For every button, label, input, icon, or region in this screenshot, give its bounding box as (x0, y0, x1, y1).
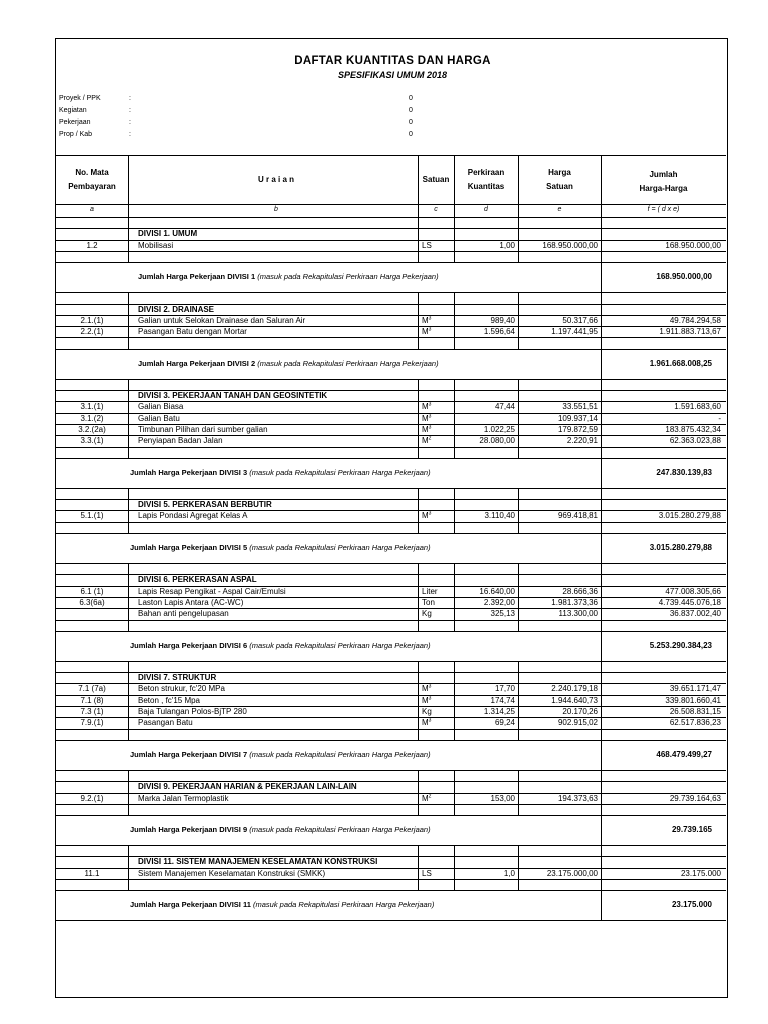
item-uraian: Mobilisasi (138, 240, 174, 250)
item-kuantitas: 153,00 (490, 793, 515, 803)
item-harga: 28.666,36 (562, 586, 598, 596)
unit-exponent: 3 (428, 695, 432, 702)
item-kuantitas: 2.392,00 (483, 597, 515, 607)
division-total-label (130, 468, 431, 477)
item-uraian: Lapis Resap Pengikat - Aspal Cair/Emulsi (138, 586, 286, 596)
table-column-rule (601, 488, 602, 533)
division-total-text: Jumlah Harga Pekerjaan DIVISI 2 (138, 358, 258, 368)
column-code-harga: e (557, 206, 562, 213)
table-column-rule (128, 379, 129, 458)
column-code-satuan: c (434, 206, 438, 213)
table-rule (56, 729, 726, 730)
item-uraian: Bahan anti pengelupasan (138, 609, 229, 619)
table-column-rule (601, 815, 602, 845)
unit-exponent: 3 (428, 326, 432, 333)
item-jumlah: 339.801.660,41 (665, 695, 721, 705)
table-column-rule (454, 379, 455, 458)
item-no: 3.1.(1) (80, 402, 104, 412)
item-kuantitas: 1,0 (503, 868, 515, 878)
division-title: DIVISI 2. DRAINASE (138, 304, 215, 314)
table-column-rule (418, 292, 419, 349)
item-jumlah: 183.875.432,34 (665, 424, 721, 434)
division-total-text: Jumlah Harga Pekerjaan DIVISI 1 (138, 272, 258, 282)
division-total-value: 468.479.499,27 (656, 749, 712, 759)
item-satuan: $M^3$ (422, 424, 432, 434)
item-no: 7.9.(1) (80, 718, 104, 728)
division-total-label (138, 272, 439, 281)
item-no: 7.3 (1) (80, 707, 104, 716)
item-jumlah: 23.175.000 (680, 868, 721, 878)
item-jumlah: 1.911.883.713,67 (659, 327, 721, 337)
item-satuan: $M^3$ (422, 695, 432, 705)
table-rule (56, 631, 726, 632)
item-jumlah: 26.508.831,15 (669, 707, 721, 716)
item-uraian: Beton , fc'15 Mpa (138, 695, 201, 705)
item-jumlah: 4.739.445.076,18 (658, 597, 721, 607)
item-no: 7.1 (7a) (78, 684, 106, 694)
column-header-harga: Satuan (546, 182, 573, 191)
item-uraian: Marka Jalan Termoplastik (138, 793, 229, 803)
table-rule (56, 879, 726, 880)
division-title: DIVISI 7. STRUKTUR (138, 673, 217, 683)
column-header-harga: Harga (548, 168, 571, 177)
table-rule (56, 890, 726, 891)
column-header-no: No. Mata (75, 168, 109, 177)
division-total-value: 3.015.280.279,88 (649, 543, 712, 552)
table-rule (56, 379, 726, 380)
item-harga: 969.418,81 (557, 511, 598, 521)
item-jumlah: 1.591.683,60 (674, 402, 721, 412)
table-rule (56, 845, 726, 846)
meta-label: Prop / Kab (59, 131, 93, 138)
division-total-text: Jumlah Harga Pekerjaan DIVISI 7 (130, 749, 250, 759)
table-column-rule (601, 379, 602, 458)
meta-value: 0 (409, 95, 413, 102)
division-total-note: (masuk pada Rekapitulasi Perkiraan Harga Pekerjaan) (257, 272, 439, 282)
item-kuantitas: 17,70 (494, 684, 515, 694)
column-header-kuantitas: Perkiraan (467, 168, 505, 177)
item-harga: 2.240.179,18 (551, 684, 598, 694)
table-column-rule (454, 217, 455, 262)
item-kuantitas: 174,74 (490, 695, 515, 705)
item-harga: 168.950.000,00 (542, 240, 598, 250)
table-column-rule (601, 631, 602, 661)
table-rule (56, 770, 726, 771)
item-satuan: $M^3$ (422, 717, 432, 728)
division-total-value: 1.961.668.008,25 (649, 358, 712, 368)
column-header-satuan: Satuan (422, 175, 450, 184)
division-total-text: Jumlah Harga Pekerjaan DIVISI 9 (130, 825, 250, 835)
table-column-rule (418, 488, 419, 533)
item-jumlah: 29.739.164,63 (669, 793, 721, 803)
item-uraian: Baja Tulangan Polos-BjTP 280 (138, 707, 247, 716)
division-total-text: Jumlah Harga Pekerjaan DIVISI 11 (130, 900, 253, 910)
table-column-rule (128, 488, 129, 533)
column-code-kuantitas: d (484, 206, 488, 213)
table-column-rule (418, 563, 419, 631)
division-total-label (138, 359, 439, 368)
table-rule (56, 349, 726, 350)
table-column-rule (601, 262, 602, 292)
table-column-rule (601, 770, 602, 815)
unit-exponent: 3 (428, 315, 432, 322)
table-column-rule (454, 563, 455, 631)
table-column-rule (128, 845, 129, 890)
item-jumlah: 62.363.023,88 (669, 436, 721, 446)
item-harga: 179.872,59 (557, 424, 598, 434)
item-harga: 50.317,66 (562, 315, 598, 325)
item-satuan: Ton (422, 597, 435, 607)
item-kuantitas: 1.314,25 (483, 707, 515, 716)
item-harga: 20.170,26 (562, 707, 598, 716)
unit-exponent: 3 (428, 401, 432, 408)
table-rule (56, 251, 726, 252)
item-no: 9.2.(1) (80, 793, 104, 803)
item-kuantitas: 16.640,00 (479, 586, 515, 596)
table-rule (56, 458, 726, 459)
item-jumlah: 3.015.280.279,88 (658, 511, 721, 521)
item-jumlah: 477.008.305,66 (665, 586, 721, 596)
table-column-rule (601, 349, 602, 379)
table-column-rule (128, 155, 129, 217)
table-column-rule (601, 217, 602, 262)
division-total-label (130, 825, 431, 834)
item-kuantitas: 989,40 (490, 315, 515, 325)
column-header-no: Pembayaran (68, 182, 116, 191)
item-no: 3.2.(2a) (78, 424, 106, 434)
item-harga: 1.981.373,36 (551, 597, 598, 607)
item-uraian: Laston Lapis Antara (AC-WC) (138, 597, 244, 607)
table-column-rule (128, 292, 129, 349)
item-harga: 2.220,91 (566, 436, 598, 446)
item-satuan: $M^2$ (422, 435, 432, 446)
meta-value: 0 (409, 107, 413, 114)
item-kuantitas: 325,13 (490, 609, 515, 619)
table-column-rule (454, 770, 455, 815)
item-jumlah: 39.651.171,47 (669, 684, 721, 694)
table-column-rule (518, 770, 519, 815)
item-uraian: Galian Batu (138, 413, 180, 423)
item-kuantitas: 28.080,00 (479, 436, 515, 446)
item-harga: 1.197.441,95 (551, 327, 598, 337)
item-no: 3.3.(1) (80, 436, 104, 446)
item-no: 2.1.(1) (80, 315, 104, 325)
item-satuan: Kg (422, 707, 432, 716)
column-header-kuantitas: Kuantitas (467, 182, 505, 191)
item-kuantitas: 47,44 (494, 402, 515, 412)
item-no: 7.1 (8) (80, 695, 104, 705)
table-column-rule (518, 292, 519, 349)
table-column-rule (601, 845, 602, 890)
item-jumlah: - (718, 413, 721, 423)
item-kuantitas: 69,24 (494, 718, 515, 728)
division-total-value: 23.175.000 (671, 900, 712, 910)
column-header-jumlah: Jumlah (649, 170, 678, 179)
division-title: DIVISI 3. PEKERJAAN TANAH DAN GEOSINTETIK (138, 391, 328, 400)
table-column-rule (601, 155, 602, 217)
division-total-value: 168.950.000,00 (656, 272, 712, 282)
table-column-rule (518, 217, 519, 262)
division-title: DIVISI 9. PEKERJAAN HARIAN & PEKERJAAN LAIN-LAIN (138, 782, 357, 792)
division-title: DIVISI 11. SISTEM MANAJEMEN KESELAMATAN KONSTRUKSI (138, 857, 378, 867)
division-total-note: (masuk pada Rekapitulasi Perkiraan Harga Pekerjaan) (249, 467, 431, 477)
table-column-rule (418, 217, 419, 262)
meta-value: 0 (409, 131, 413, 138)
item-uraian: Sistem Manajemen Keselamatan Konstruksi (SMKK) (138, 868, 326, 878)
item-kuantitas: 1,00 (499, 240, 515, 250)
division-total-note: (masuk pada Rekapitulasi Perkiraan Harga Pekerjaan) (252, 900, 435, 910)
table-column-rule (601, 661, 602, 740)
division-total-label (130, 900, 434, 909)
column-code-jumlah: f = ( d x e) (647, 206, 680, 213)
division-total-label (130, 641, 431, 650)
meta-value: 0 (409, 119, 413, 126)
item-uraian: Penyiapan Badan Jalan (138, 436, 223, 446)
table-rule (56, 155, 726, 156)
meta-label: Kegiatan (59, 107, 87, 114)
table-column-rule (454, 155, 455, 217)
table-rule (56, 661, 726, 662)
table-column-rule (601, 740, 602, 770)
table-rule (56, 804, 726, 805)
item-satuan: Kg (422, 609, 432, 619)
item-kuantitas: 1.022,25 (483, 424, 515, 434)
table-column-rule (601, 292, 602, 349)
item-uraian: Timbunan Pilihan dari sumber galian (138, 424, 268, 434)
item-satuan: $M^3$ (422, 412, 432, 423)
division-total-label (130, 750, 431, 759)
unit-exponent: 3 (428, 683, 432, 690)
item-no: 5.1.(1) (80, 511, 104, 521)
table-column-rule (128, 563, 129, 631)
division-total-note: (masuk pada Rekapitulasi Perkiraan Harga Pekerjaan) (249, 825, 431, 835)
meta-label: Proyek / PPK (59, 95, 101, 102)
division-total-note: (masuk pada Rekapitulasi Perkiraan Harga Pekerjaan) (249, 749, 431, 759)
document-subtitle: SPESIFIKASI UMUM 2018 (337, 70, 448, 80)
item-no: 1.2 (86, 240, 98, 250)
item-uraian: Pasangan Batu (138, 718, 193, 728)
item-harga: 194.373,63 (557, 793, 598, 803)
table-rule (56, 815, 726, 816)
item-satuan: $M^3$ (422, 315, 432, 325)
meta-separator: : (129, 131, 131, 138)
division-total-note: (masuk pada Rekapitulasi Perkiraan Harga Pekerjaan) (249, 543, 431, 552)
unit-exponent: 2 (428, 792, 432, 799)
document-title: DAFTAR KUANTITAS DAN HARGA (294, 55, 491, 67)
division-total-text: Jumlah Harga Pekerjaan DIVISI 6 (130, 640, 250, 650)
meta-label: Pekerjaan (59, 119, 91, 126)
division-total-text: Jumlah Harga Pekerjaan DIVISI 5 (130, 543, 250, 552)
table-column-rule (601, 533, 602, 563)
item-uraian: Pasangan Batu dengan Mortar (138, 327, 247, 337)
division-title: DIVISI 1. UMUM (138, 229, 198, 239)
unit-exponent: 3 (428, 424, 432, 431)
item-harga: 109.937,14 (557, 413, 598, 423)
table-rule (56, 262, 726, 263)
division-total-note: (masuk pada Rekapitulasi Perkiraan Harga Pekerjaan) (257, 358, 439, 368)
table-column-rule (601, 890, 602, 920)
item-jumlah: 62.517.836,23 (669, 718, 721, 728)
table-rule (56, 563, 726, 564)
item-satuan: $M^3$ (422, 401, 432, 412)
column-code-uraian: b (274, 206, 278, 213)
division-title: DIVISI 5. PERKERASAN BERBUTIR (138, 500, 272, 510)
division-total-label (130, 543, 431, 552)
division-total-value: 247.830.139,83 (656, 467, 712, 477)
item-jumlah: 49.784.294,58 (669, 315, 721, 325)
item-jumlah: 36.837.002,40 (669, 609, 721, 619)
item-harga: 902.915,02 (557, 718, 598, 728)
table-rule (56, 217, 726, 218)
table-column-rule (454, 845, 455, 890)
column-header-uraian: U r a i a n (257, 175, 294, 184)
meta-separator: : (129, 95, 131, 102)
table-rule (56, 292, 726, 293)
table-column-rule (454, 661, 455, 740)
table-rule (56, 522, 726, 523)
item-satuan: Liter (422, 586, 438, 596)
table-column-rule (454, 292, 455, 349)
item-satuan: $M^3$ (422, 326, 432, 337)
table-rule (56, 533, 726, 534)
table-column-rule (454, 488, 455, 533)
table-rule (56, 740, 726, 741)
division-total-note: (masuk pada Rekapitulasi Perkiraan Harga Pekerjaan) (249, 640, 431, 650)
table-column-rule (128, 661, 129, 740)
item-harga: 33.551,51 (562, 402, 598, 412)
table-column-rule (418, 155, 419, 217)
table-column-rule (418, 379, 419, 458)
column-code-no: a (90, 206, 94, 213)
table-column-rule (128, 770, 129, 815)
unit-exponent: 3 (428, 412, 432, 419)
table-column-rule (601, 458, 602, 488)
table-column-rule (518, 661, 519, 740)
item-kuantitas: 1.596,64 (483, 327, 515, 337)
item-uraian: Galian untuk Selokan Drainase dan Saluran Air (138, 315, 306, 325)
document-frame (55, 38, 728, 998)
table-column-rule (518, 488, 519, 533)
table-column-rule (418, 661, 419, 740)
table-column-rule (601, 563, 602, 631)
table-column-rule (518, 845, 519, 890)
item-harga: 1.944.640,73 (551, 695, 598, 705)
table-column-rule (418, 770, 419, 815)
item-uraian: Lapis Pondasi Agregat Kelas A (138, 511, 248, 521)
item-satuan: $M^3$ (422, 510, 432, 521)
item-uraian: Beton strukur, fc'20 MPa (138, 684, 225, 694)
table-column-rule (128, 217, 129, 262)
item-harga: 113.300,00 (558, 609, 598, 619)
table-column-rule (518, 155, 519, 217)
table-rule (56, 620, 726, 621)
item-no: 3.1.(2) (80, 413, 104, 423)
item-harga: 23.175.000,00 (546, 868, 598, 878)
meta-separator: : (129, 107, 131, 114)
division-title: DIVISI 6. PERKERASAN ASPAL (138, 575, 257, 585)
column-header-jumlah: Harga-Harga (639, 184, 688, 193)
item-no: 11.1 (84, 868, 100, 878)
item-kuantitas: 3.110,40 (484, 511, 515, 521)
table-rule (56, 920, 726, 921)
item-uraian: Galian Biasa (138, 402, 184, 412)
item-jumlah: 168.950.000,00 (665, 240, 721, 250)
item-satuan: $M^2$ (422, 792, 432, 803)
table-rule (56, 488, 726, 489)
item-satuan: $M^3$ (422, 683, 432, 694)
table-column-rule (518, 563, 519, 631)
table-rule (56, 447, 726, 448)
division-total-value: 29.739.165 (671, 825, 712, 835)
unit-exponent: 3 (428, 717, 432, 724)
item-no: 6.1 (1) (80, 586, 104, 596)
division-total-value: 5.253.290.384,23 (649, 640, 712, 650)
item-no: 2.2.(1) (80, 327, 104, 337)
unit-exponent: 2 (428, 435, 432, 442)
item-no: 6.3(6a) (79, 597, 105, 607)
meta-separator: : (129, 119, 131, 126)
unit-exponent: 3 (428, 510, 432, 517)
table-rule (56, 204, 726, 205)
item-satuan: LS (422, 868, 432, 878)
table-rule (56, 337, 726, 338)
table-column-rule (518, 379, 519, 458)
division-total-text: Jumlah Harga Pekerjaan DIVISI 3 (130, 467, 250, 477)
item-satuan: LS (422, 240, 432, 250)
table-column-rule (418, 845, 419, 890)
